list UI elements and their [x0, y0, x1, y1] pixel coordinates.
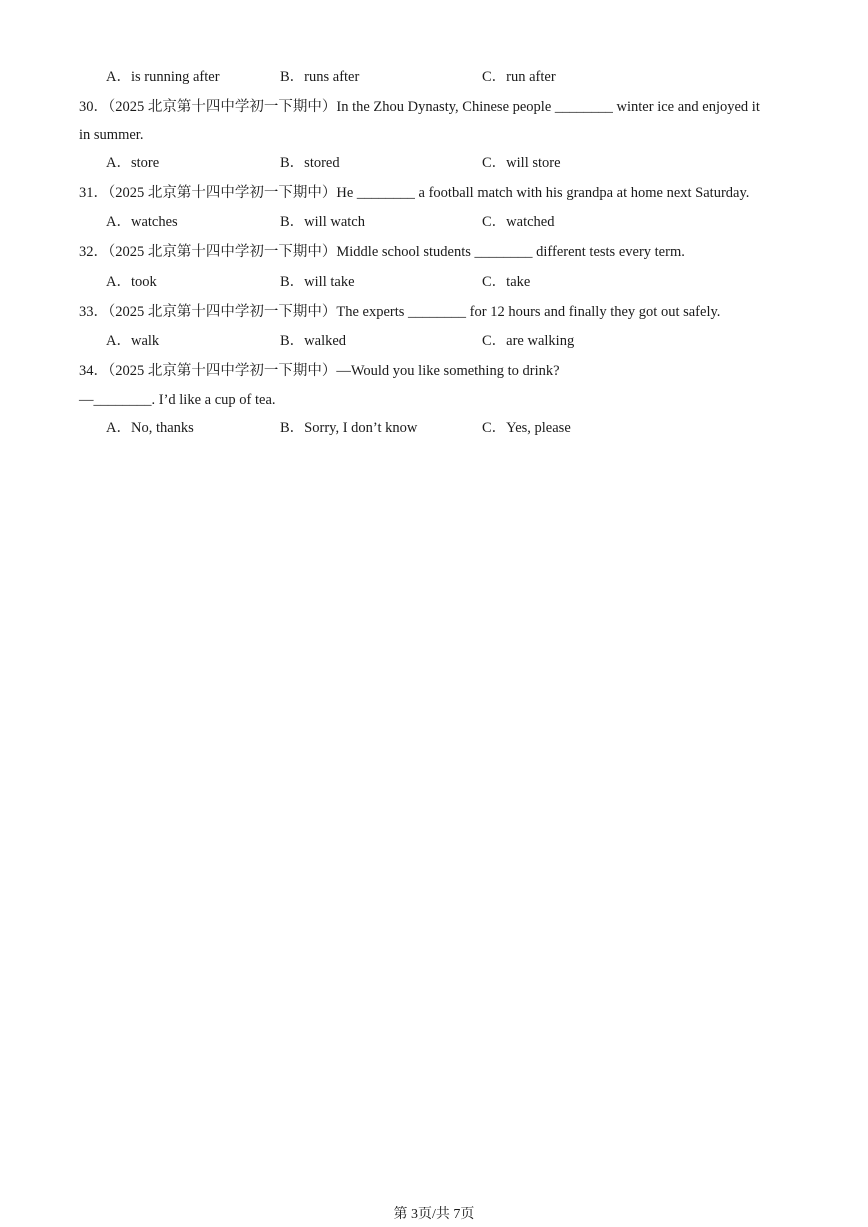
q32-option-b: B．will take [280, 274, 355, 290]
q29-option-a: A．is running after [106, 69, 220, 85]
q33-option-a: A．walk [106, 333, 160, 349]
q33-stem: 33．（2025 北京第十四中学初一下期中）The experts ________ for 12 hours and finally they got out safely. [79, 304, 721, 320]
q31-option-b: B．will watch [280, 214, 365, 230]
q32-stem: 32．（2025 北京第十四中学初一下期中）Middle school students ________ different tests every term. [79, 244, 685, 260]
q30-stem-line2: in summer. [79, 127, 144, 143]
q34-option-a: A．No, thanks [106, 420, 194, 436]
q30-option-a: A．store [106, 155, 160, 171]
page-number: 第 3页/共 7页 [393, 1207, 475, 1222]
q30-option-b: B．stored [280, 155, 340, 171]
q31-option-a: A．watches [106, 214, 178, 230]
q29-option-c: C．run after [482, 69, 556, 85]
q33-option-c: C．are walking [482, 333, 575, 349]
q32-option-c: C．take [482, 274, 531, 290]
q32-option-a: A．took [106, 274, 157, 290]
q30-stem-line1: 30．（2025 北京第十四中学初一下期中）In the Zhou Dynasty, Chinese people ________ winter ice and enjoyed it [79, 99, 760, 115]
q30-option-c: C．will store [482, 155, 561, 171]
q34-option-c: C．Yes, please [482, 420, 571, 436]
q29-option-b: B．runs after [280, 69, 360, 85]
q31-stem: 31．（2025 北京第十四中学初一下期中）He ________ a football match with his grandpa at home next Saturday. [79, 185, 750, 201]
q31-option-c: C．watched [482, 214, 555, 230]
q33-option-b: B．walked [280, 333, 347, 349]
q34-stem-line2: —________. I’d like a cup of tea. [79, 392, 276, 408]
q34-option-b: B．Sorry, I don’t know [280, 420, 418, 436]
q34-stem-line1: 34．（2025 北京第十四中学初一下期中）—Would you like something to drink? [79, 363, 560, 379]
